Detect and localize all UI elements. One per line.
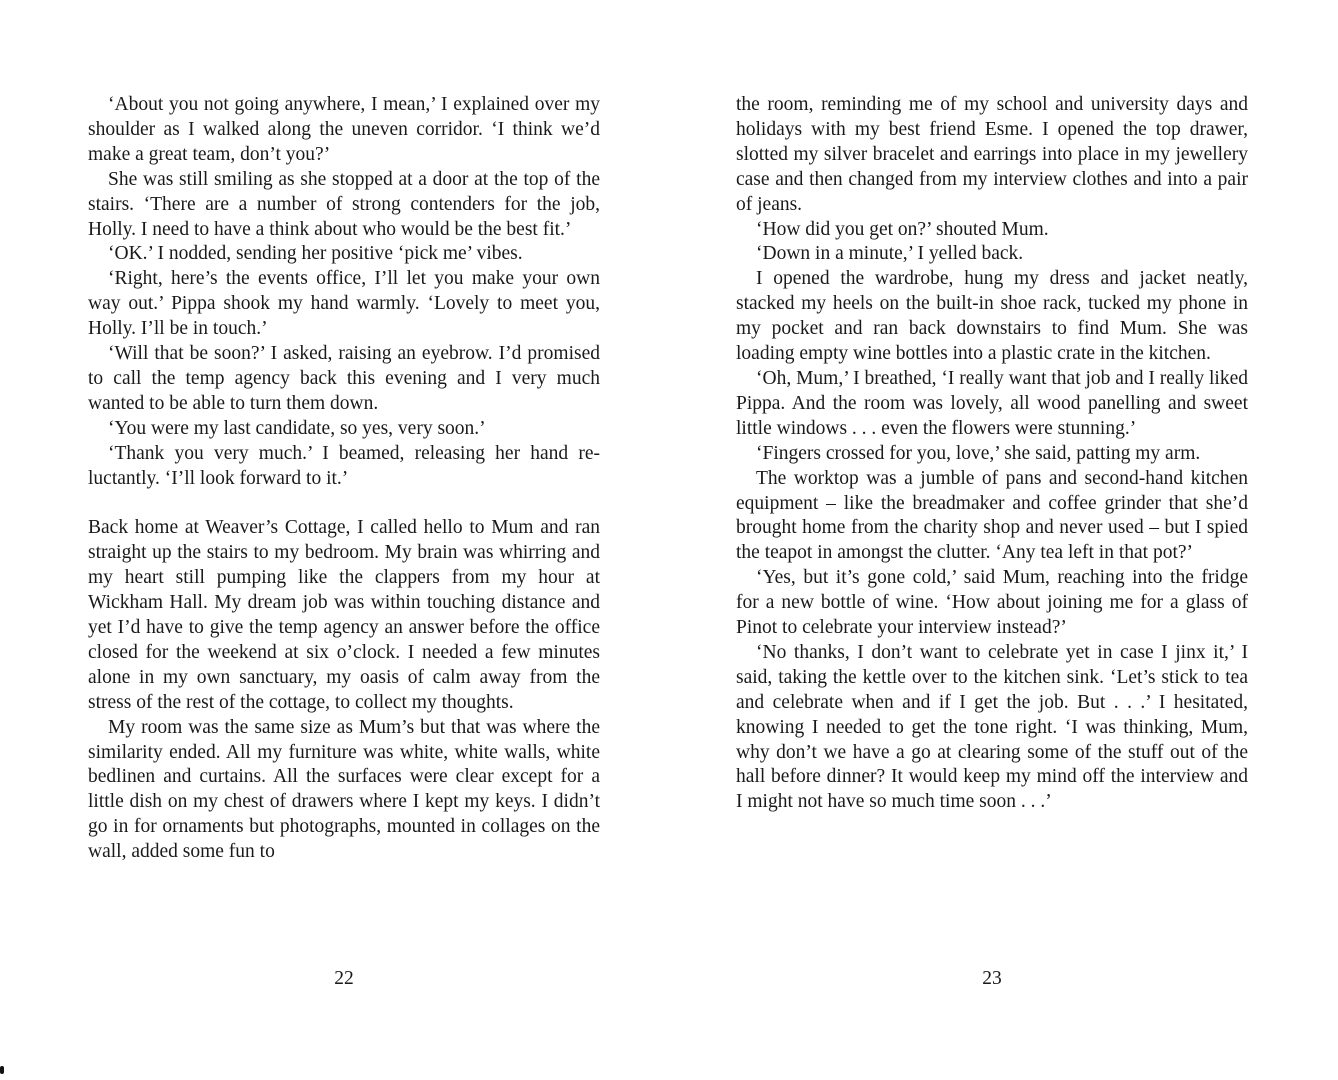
- paragraph: I opened the wardrobe, hung my dress and jacket neatly, stacked my heels on the built-in shoe rack, tucked my phone in my pocket and ran back downstairs to find Mum. She was loading empty wine bottles into a plastic crate in the kitchen.: [736, 268, 1248, 365]
- paragraph: ‘About you not going anywhere, I mean,’ I explained over my shoulder as I walked along the uneven corridor. ‘I think we’d make a great team, don’t you?’: [88, 94, 600, 165]
- paragraph: ‘Down in a minute,’ I yelled back.: [756, 243, 1024, 265]
- paragraph: She was still smiling as she stopped at a door at the top of the stairs. ‘There are a number of strong contenders for the job, Holly. I need to have a think about who would be the best fit.’: [88, 168, 600, 240]
- paragraph: My room was the same size as Mum’s but that was where the similarity ended. All my furniture was white, white walls, white bedlinen and curtains. All the surfaces were clear except for a little dish on my chest of drawers where I kept my keys. I didn’t go in for ornaments but photographs, mounted in collages on the wall, added some fun to: [88, 716, 600, 863]
- left-page: [88, 93, 600, 865]
- right-page-text: [736, 93, 1248, 815]
- paragraph: ‘Thank you very much.’ I beamed, releasing her hand reluctantly. ‘I’ll look forward to it.’: [88, 442, 600, 489]
- paragraph: ‘You were my last candidate, so yes, very soon.’: [108, 417, 486, 439]
- page-number-right: 23: [982, 968, 1002, 989]
- continued-paragraph: the room, reminding me of my school and university days and holidays with my best friend Esme. I opened the top drawer, slotted my silver bracelet and earrings into place in my jewellery case and then changed from my interview clothes and into a pair of jeans.: [736, 94, 1248, 215]
- paragraph: ‘Will that be soon?’ I asked, raising an eyebrow. I’d promised to call the temp agency back this evening and I very much wanted to be able to turn them down.: [88, 343, 600, 414]
- scan-mark: [0, 1066, 4, 1074]
- paragraph: ‘No thanks, I don’t want to celebrate yet in case I jinx it,’ I said, taking the kettle over to the kitchen sink. ‘Let’s stick to tea and celebrate when and if I get the job. But . . .’ I hesitated, knowing I needed to get the tone right. ‘I was thinking, Mum, why don’t we have a go at clearing some of the stuff out of the hall before dinner? It would keep my mind off the interview and I might not have so much time soon . . .’: [736, 641, 1248, 813]
- paragraph: ‘Fingers crossed for you, love,’ she said, patting my arm.: [756, 442, 1201, 464]
- paragraph: ‘Yes, but it’s gone cold,’ said Mum, reaching into the fridge for a new bottle of wine. ‘How about joining me for a glass of Pinot to celebrate your interview instead?’: [736, 567, 1248, 639]
- paragraph: The worktop was a jumble of pans and second-hand kitchen equipment – like the breadmaker and coffee grinder that she’d brought home from the charity shop and never used – but I spied the teapot in amongst the clutter. ‘Any tea left in that pot?’: [736, 467, 1248, 564]
- paragraph: ‘OK.’ I nodded, sending her positive ‘pick me’ vibes.: [108, 243, 523, 265]
- paragraph: ‘Right, here’s the events office, I’ll let you make your own way out.’ Pippa shook my hand warmly. ‘Lovely to meet you, Holly. I’ll be in touch.’: [88, 268, 600, 340]
- left-page-text: [88, 93, 600, 865]
- section-break-paragraph: Back home at Weaver’s Cottage, I called hello to Mum and ran straight up the stairs to my bedroom. My brain was whirring and my heart still pumping like the clappers from my hour at Wickham Hall. My dream job was within touching distance and yet I’d have to give the temp agency an answer before the office closed for the weekend at six o’clock. I needed a few minutes alone in my own sanctuary, my oasis of calm away from the stress of the rest of the cottage, to collect my thoughts.: [88, 517, 600, 713]
- page-number-left: 22: [334, 968, 354, 989]
- paragraph: ‘Oh, Mum,’ I breathed, ‘I really want that job and I really liked Pippa. And the room was lovely, all wood panelling and sweet little windows . . . even the flowers were stunning.’: [736, 367, 1248, 439]
- right-page: [736, 93, 1248, 815]
- paragraph: ‘How did you get on?’ shouted Mum.: [756, 218, 1049, 240]
